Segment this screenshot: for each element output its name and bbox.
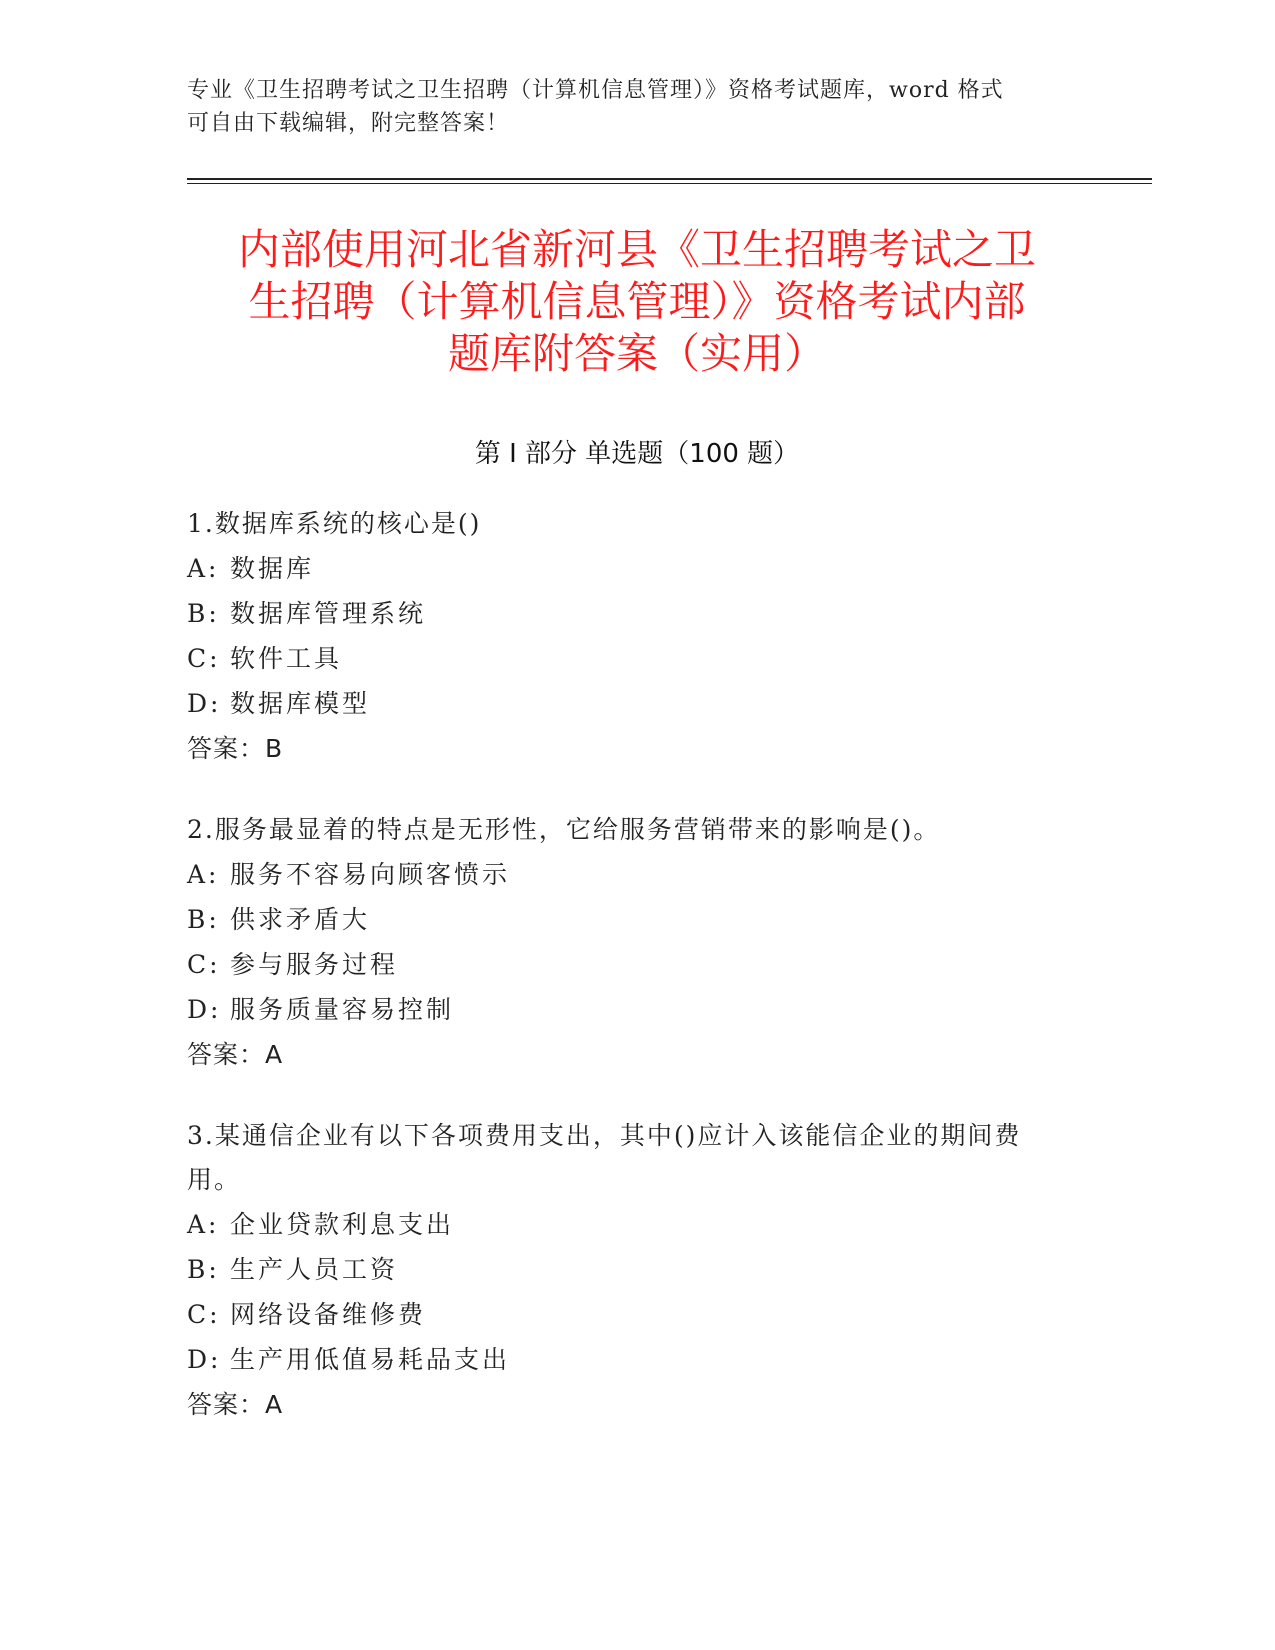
- header-note: [187, 74, 1067, 140]
- question-option-d: [187, 681, 1067, 726]
- question-option-c: [187, 1292, 1067, 1337]
- title-line-2: 生招聘（计算机信息管理）》资格考试内部: [248, 277, 1026, 326]
- option-key: D:: [187, 689, 222, 718]
- option-text: 软件工具: [230, 644, 343, 673]
- section-heading: 第 I 部分 单选题（100 题）: [474, 439, 800, 469]
- question-2: [187, 808, 1067, 1077]
- question-option-d: [187, 1337, 1067, 1382]
- question-1: [187, 502, 1067, 771]
- question-3: [187, 1114, 1067, 1427]
- question-stem: 1.数据库系统的核心是(): [187, 509, 482, 538]
- option-key: C:: [187, 644, 221, 673]
- question-option-c: [187, 636, 1067, 681]
- option-text: 供求矛盾大: [230, 905, 371, 934]
- header-rule-thin: [187, 183, 1152, 184]
- option-text: 生产用低值易耗品支出: [230, 1345, 511, 1374]
- option-text: 服务不容易向顾客愤示: [230, 860, 511, 889]
- option-text: 网络设备维修费: [230, 1300, 427, 1329]
- question-option-b: [187, 897, 1067, 942]
- option-key: D:: [187, 995, 222, 1024]
- option-key: A:: [187, 1210, 220, 1239]
- option-text: 生产人员工资: [230, 1255, 399, 1284]
- title-line-1: 内部使用河北省新河县《卫生招聘考试之卫: [237, 225, 1036, 274]
- option-key: D:: [187, 1345, 222, 1374]
- option-text: 数据库管理系统: [230, 599, 427, 628]
- header-note-line-1: 专业《卫生招聘考试之卫生招聘（计算机信息管理）》资格考试题库，word 格式: [187, 78, 1004, 103]
- header-rule-thick: [187, 178, 1152, 180]
- option-key: B:: [187, 1255, 220, 1284]
- question-option-b: [187, 1247, 1067, 1292]
- option-key: B:: [187, 599, 220, 628]
- option-text: 服务质量容易控制: [230, 995, 455, 1024]
- question-option-d: [187, 987, 1067, 1032]
- option-key: A:: [187, 860, 220, 889]
- option-key: B:: [187, 905, 220, 934]
- option-key: C:: [187, 950, 221, 979]
- option-text: 数据库模型: [230, 689, 371, 718]
- option-text: 数据库: [230, 554, 315, 583]
- question-answer: 答案：A: [187, 1390, 284, 1419]
- option-key: C:: [187, 1300, 221, 1329]
- header-note-line-2: 可自由下载编辑，附完整答案！: [187, 111, 510, 136]
- question-option-b: [187, 591, 1067, 636]
- question-stem: 2.服务最显着的特点是无形性，它给服务营销带来的影响是()。: [187, 815, 941, 844]
- document-title: [187, 224, 1087, 380]
- question-option-a: [187, 1202, 1067, 1247]
- option-text: 企业贷款利息支出: [230, 1210, 455, 1239]
- option-key: A:: [187, 554, 220, 583]
- question-option-a: [187, 852, 1067, 897]
- title-line-3: 题库附答案（实用）: [447, 329, 826, 378]
- option-text: 参与服务过程: [230, 950, 399, 979]
- question-answer: 答案：B: [187, 734, 284, 763]
- question-stem: 3.某通信企业有以下各项费用支出，其中()应计入该能信企业的期间费用。: [187, 1121, 1022, 1194]
- question-option-c: [187, 942, 1067, 987]
- question-answer: 答案：A: [187, 1040, 284, 1069]
- question-option-a: [187, 546, 1067, 591]
